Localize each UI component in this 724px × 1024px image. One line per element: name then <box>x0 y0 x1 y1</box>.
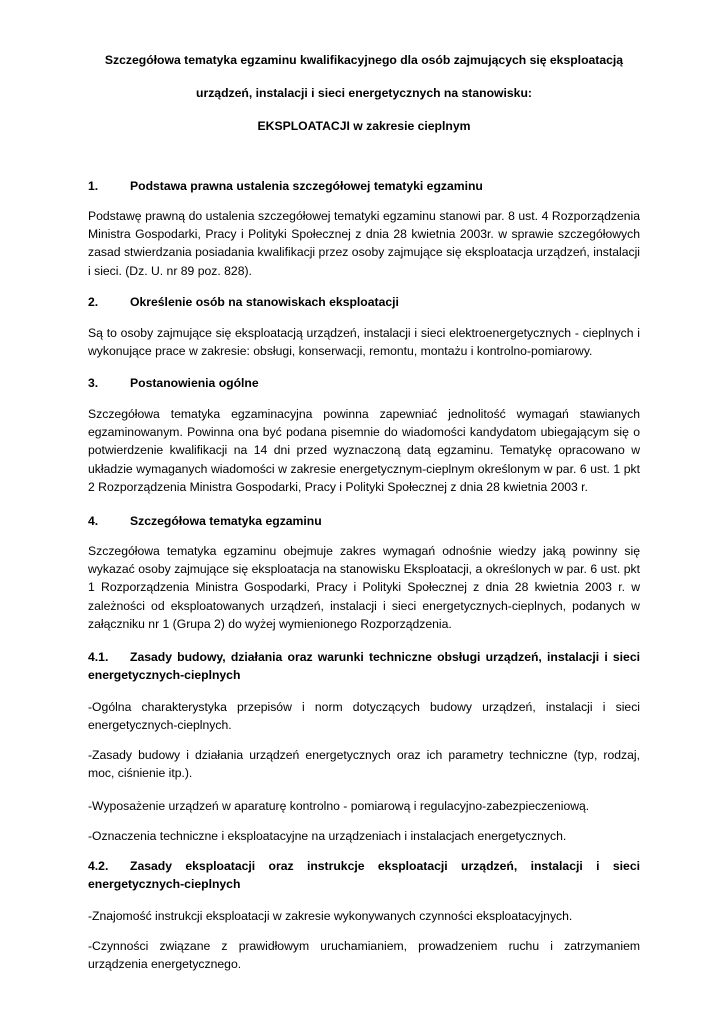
subsection-4-1-heading <box>88 648 640 684</box>
section-2-heading <box>88 294 640 311</box>
section-title: Określenie osób na stanowiskach eksploatacji <box>130 295 399 309</box>
list-item: -Wyposażenie urządzeń w aparaturę kontrolno - pomiarową i regulacyjno-zabezpieczeniową. <box>88 799 590 813</box>
section-4-body: Szczegółowa tematyka egzaminu obejmuje zakres wymagań odnośnie wiedzy jaką powinny się wykazać osoby zajmujące się eksploatacja na stanowisku Eksploatacji, a określonych w par. 6 ust. pkt 1 Rozporządzenia Ministra Gospodarki, Pracy i Polityki Społecznej z dnia 28 kwietnia 2003 r. w zależności od eksploatowanych urządzeń, instalacji i sieci energetycznych-cieplnych, podanych w załączniku nr 1 (Grupa 2) do wyżej wymienionego Rozporządzenia. <box>88 544 640 631</box>
section-title: Postanowienia ogólne <box>130 376 259 390</box>
section-title: Podstawa prawna ustalenia szczegółowej tematyki egzaminu <box>130 179 483 193</box>
subsection-title: Zasady eksploatacji oraz instrukcje eksploatacji urządzeń, instalacji i sieci energetycznych-cieplnych <box>88 859 640 891</box>
section-2-body: Są to osoby zajmujące się eksploatacją urządzeń, instalacji i sieci elektroenergetycznych - cieplnych i wykonujące prace w zakresie: obsługi, konserwacji, remontu, montażu i kontrolno-pomiarowy. <box>88 326 640 359</box>
section-3-heading <box>88 375 640 392</box>
subsection-number: 4.1. <box>88 650 109 664</box>
list-item: -Znajomość instrukcji eksploatacji w zakresie wykonywanych czynności eksploatacyjnych. <box>88 909 573 923</box>
section-number: 4. <box>88 514 99 528</box>
section-number: 2. <box>88 295 99 309</box>
section-number: 1. <box>88 179 99 193</box>
list-item: -Czynności związane z prawidłowym uruchamianiem, prowadzeniem ruchu i zatrzymaniem urządzenia energetycznego. <box>88 939 640 972</box>
section-1-body: Podstawę prawną do ustalenia szczegółowej tematyki egzaminu stanowi par. 8 ust. 4 Rozporządzenia Ministra Gospodarki, Pracy i Polityki Społecznej z dnia 28 kwietnia 2003r. w sprawie szczegółowych zasad stwierdzania posiadania kwalifikacji przez osoby zajmujące się eksploatacja urządzeń, instalacji i sieci. (Dz. U. nr 89 poz. 828). <box>88 209 640 278</box>
subsection-title: Zasady budowy, działania oraz warunki techniczne obsługi urządzeń, instalacji i sieci energetycznych-cieplnych <box>88 650 640 682</box>
list-item: -Zasady budowy i działania urządzeń energetycznych oraz ich parametry techniczne (typ, rodzaj, moc, ciśnienie itp.). <box>88 748 640 781</box>
section-4-heading <box>88 513 640 530</box>
subsection-number: 4.2. <box>88 859 109 873</box>
section-title: Szczegółowa tematyka egzaminu <box>130 514 322 528</box>
list-item: -Oznaczenia techniczne i eksploatacyjne na urządzeniach i instalacjach energetycznych. <box>88 829 567 843</box>
section-3-body: Szczegółowa tematyka egzaminacyjna powinna zapewniać jednolitość wymagań stawianych egzaminowanym. Powinna ona być podana pisemnie do wiadomości kandydatom ubiegającym się o potwierdzenie kwalifikacji na 14 dni przed wyznaczoną datą egzaminu. Tematykę opracowano w układzie wymaganych wiadomości w zakresie energetycznym-cieplnym określonym w par. 6 ust. 1 pkt 2 Rozporządzenia Ministra Gospodarki, Pracy i Polityki Społecznej z dnia 28 kwietnia 2003 r. <box>88 407 640 494</box>
section-1-heading <box>88 178 640 195</box>
list-item: -Ogólna charakterystyka przepisów i norm dotyczących budowy urządzeń, instalacji i sieci energetycznych-cieplnych. <box>88 700 640 733</box>
section-number: 3. <box>88 376 99 390</box>
subsection-4-2-heading <box>88 857 640 893</box>
document-title-line-2: urządzeń, instalacji i sieci energetycznych na stanowisku: <box>196 86 532 100</box>
document-title-line-3: EKSPLOATACJI w zakresie cieplnym <box>257 119 471 133</box>
document-title-line-1: Szczegółowa tematyka egzaminu kwalifikacyjnego dla osób zajmujących się eksploatacją <box>104 53 624 67</box>
